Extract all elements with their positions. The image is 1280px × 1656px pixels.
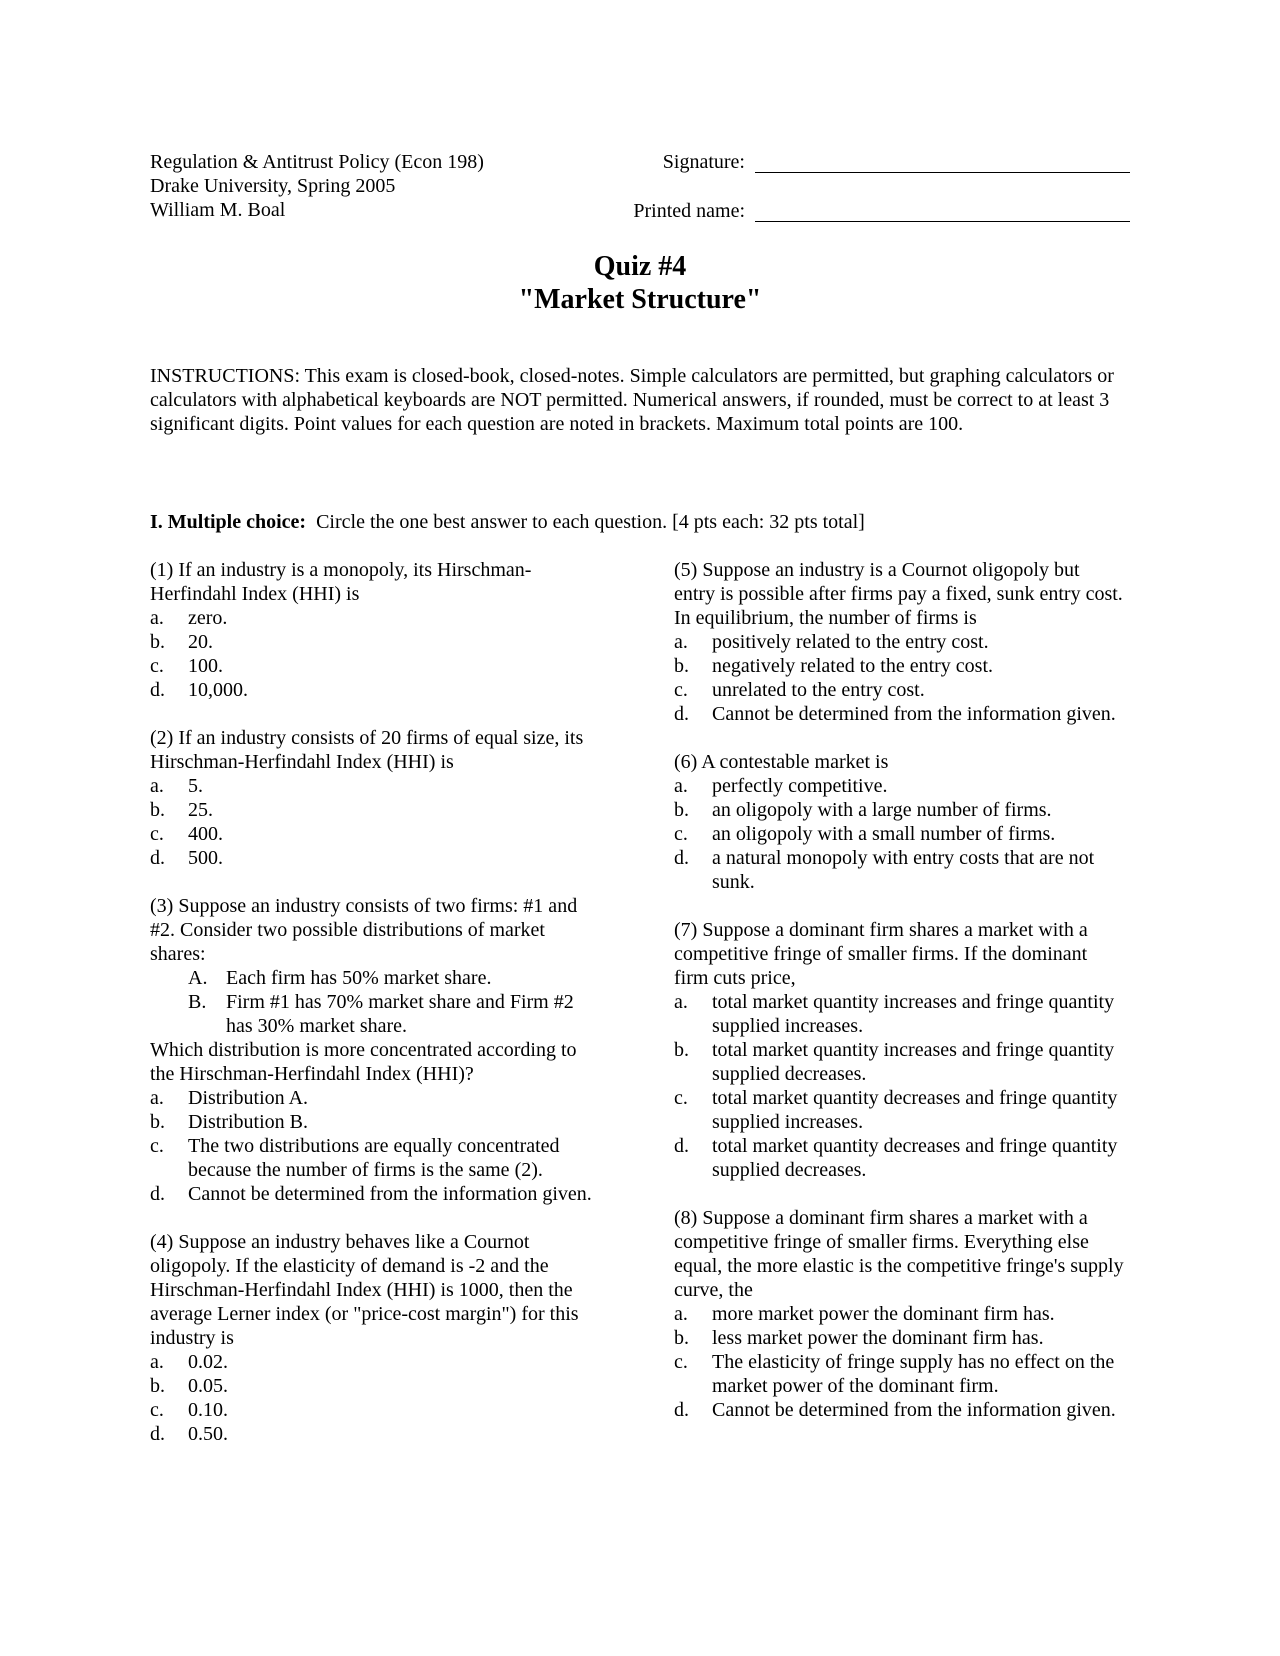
option-letter: d. xyxy=(150,1423,165,1445)
answer-option[interactable] xyxy=(674,1302,1124,1326)
answer-option[interactable] xyxy=(674,678,1124,702)
option-letter: c. xyxy=(150,655,164,677)
question-stem: (1) If an industry is a monopoly, its Hirschman-Herfindahl Index (HHI) is xyxy=(150,559,532,605)
option-text: a natural monopoly with entry costs that are not sunk. xyxy=(712,847,1095,893)
section-title: I. Multiple choice: xyxy=(150,511,307,533)
option-letter: b. xyxy=(150,631,165,653)
question-2 xyxy=(150,726,605,870)
question-7 xyxy=(674,918,1124,1182)
option-text: less market power the dominant firm has. xyxy=(712,1327,1044,1349)
option-text: The two distributions are equally concentrated because the number of firms is the same (2). xyxy=(188,1135,560,1181)
question-1 xyxy=(150,558,605,702)
option-letter: a. xyxy=(674,1303,688,1325)
answer-option[interactable] xyxy=(674,702,1124,726)
option-text: unrelated to the entry cost. xyxy=(712,679,925,701)
answer-option[interactable] xyxy=(150,1422,605,1446)
course-header xyxy=(150,150,630,222)
option-text: The elasticity of fringe supply has no effect on the market power of the dominant firm. xyxy=(712,1351,1115,1397)
option-text: 10,000. xyxy=(188,679,248,701)
option-letter: c. xyxy=(674,679,688,701)
option-letter: d. xyxy=(674,1399,689,1421)
option-text: zero. xyxy=(188,607,228,629)
answer-option[interactable] xyxy=(674,846,1124,894)
answer-option[interactable] xyxy=(150,822,605,846)
option-letter: b. xyxy=(150,799,165,821)
option-text: 400. xyxy=(188,823,223,845)
option-letter: c. xyxy=(674,823,688,845)
question-stem: (7) Suppose a dominant firm shares a market with a competitive fringe of smaller firms. If the dominant firm cuts price, xyxy=(674,919,1088,989)
question-3 xyxy=(150,894,605,1206)
answer-option[interactable] xyxy=(674,798,1124,822)
questions-left-column xyxy=(150,558,605,1470)
option-letter: b. xyxy=(674,655,689,677)
answer-option[interactable] xyxy=(150,1374,605,1398)
option-letter: c. xyxy=(150,1135,164,1157)
signature-row xyxy=(560,150,1130,176)
option-letter: d. xyxy=(150,1183,165,1205)
option-letter: a. xyxy=(150,1351,164,1373)
section-text: Circle the one best answer to each question. [4 pts each: 32 pts total] xyxy=(316,511,865,533)
option-text: 100. xyxy=(188,655,223,677)
option-letter: a. xyxy=(150,775,164,797)
printed-name-label: Printed name: xyxy=(633,200,745,222)
option-text: total market quantity decreases and fringe quantity supplied decreases. xyxy=(712,1135,1118,1181)
answer-option[interactable] xyxy=(150,798,605,822)
answer-option[interactable] xyxy=(150,606,605,630)
answer-option[interactable] xyxy=(150,1350,605,1374)
option-letter: d. xyxy=(150,679,165,701)
option-letter: b. xyxy=(674,1039,689,1061)
option-text: perfectly competitive. xyxy=(712,775,888,797)
answer-option[interactable] xyxy=(674,1086,1124,1134)
option-text: Distribution B. xyxy=(188,1111,309,1133)
instructor-name: William M. Boal xyxy=(150,199,286,221)
option-text: 25. xyxy=(188,799,213,821)
question-stem: (2) If an industry consists of 20 firms of equal size, its Hirschman-Herfindahl Index (HHI) is xyxy=(150,727,584,773)
option-letter: a. xyxy=(674,991,688,1013)
answer-option[interactable] xyxy=(150,1134,605,1182)
option-text: 0.50. xyxy=(188,1423,228,1445)
option-text: 20. xyxy=(188,631,213,653)
answer-option[interactable] xyxy=(674,1326,1124,1350)
option-text: 0.02. xyxy=(188,1351,228,1373)
answer-option[interactable] xyxy=(674,630,1124,654)
section-heading xyxy=(150,510,1130,534)
option-letter: c. xyxy=(150,1399,164,1421)
option-letter: d. xyxy=(150,847,165,869)
signature-label: Signature: xyxy=(662,151,745,173)
option-letter: a. xyxy=(150,1087,164,1109)
option-letter: c. xyxy=(674,1087,688,1109)
quiz-title: Quiz #4 xyxy=(593,251,687,282)
distribution-text: Each firm has 50% market share. xyxy=(226,967,492,989)
option-text: total market quantity increases and fringe quantity supplied decreases. xyxy=(712,1039,1115,1085)
question-4 xyxy=(150,1230,605,1446)
answer-option[interactable] xyxy=(150,678,605,702)
option-letter: b. xyxy=(674,799,689,821)
answer-option[interactable] xyxy=(674,1398,1124,1422)
option-text: negatively related to the entry cost. xyxy=(712,655,994,677)
question-stem: (3) Suppose an industry consists of two firms: #1 and #2. Consider two possible distributions of market shares: xyxy=(150,895,578,965)
answer-option[interactable] xyxy=(150,1182,605,1206)
option-letter: d. xyxy=(674,1135,689,1157)
option-text: 5. xyxy=(188,775,203,797)
question-stem-continued: Which distribution is more concentrated according to the Hirschman-Herfindahl Index (HHI)? xyxy=(150,1039,577,1085)
option-text: Cannot be determined from the information given. xyxy=(712,1399,1116,1421)
option-letter: b. xyxy=(674,1327,689,1349)
option-text: an oligopoly with a large number of firms. xyxy=(712,799,1052,821)
answer-option[interactable] xyxy=(674,822,1124,846)
answer-option[interactable] xyxy=(150,1398,605,1422)
distribution-letter: A. xyxy=(188,967,208,989)
option-text: Cannot be determined from the information given. xyxy=(188,1183,592,1205)
instructions: INSTRUCTIONS: This exam is closed-book, closed-notes. Simple calculators are permitted, but graphing calculators or calculators with alphabetical keyboards are NOT permitted. Numerical answers, if rounded, must be correct to at least 3 significant digits. Point values for each question are noted in brackets. Maximum total points are 100. xyxy=(150,365,1114,435)
course-name: Regulation & Antitrust Policy (Econ 198) xyxy=(150,151,484,173)
answer-option[interactable] xyxy=(674,774,1124,798)
option-text: total market quantity decreases and fringe quantity supplied increases. xyxy=(712,1087,1118,1133)
option-letter: c. xyxy=(674,1351,688,1373)
quiz-subtitle: "Market Structure" xyxy=(518,284,762,315)
question-stem: (6) A contestable market is xyxy=(674,751,889,773)
question-5 xyxy=(674,558,1124,726)
option-text: an oligopoly with a small number of firms. xyxy=(712,823,1056,845)
option-text: total market quantity increases and fringe quantity supplied increases. xyxy=(712,991,1115,1037)
answer-option[interactable] xyxy=(674,990,1124,1038)
option-text: Distribution A. xyxy=(188,1087,309,1109)
distribution-letter: B. xyxy=(188,991,207,1013)
option-text: 500. xyxy=(188,847,223,869)
distribution-item xyxy=(150,966,605,990)
option-letter: b. xyxy=(150,1111,165,1133)
answer-option[interactable] xyxy=(150,774,605,798)
option-letter: a. xyxy=(674,775,688,797)
option-letter: a. xyxy=(674,631,688,653)
option-letter: a. xyxy=(150,607,164,629)
option-text: more market power the dominant firm has. xyxy=(712,1303,1055,1325)
answer-option[interactable] xyxy=(150,1110,605,1134)
distribution-item xyxy=(150,990,605,1038)
option-text: Cannot be determined from the information given. xyxy=(712,703,1116,725)
option-letter: c. xyxy=(150,823,164,845)
option-letter: d. xyxy=(674,703,689,725)
question-stem: (4) Suppose an industry behaves like a Cournot oligopoly. If the elasticity of demand is -2 and the Hirschman-Herfindahl Index (HHI) is 1000, then the average Lerner index (or "price-cost margin") for this industry is xyxy=(150,1231,579,1349)
question-6 xyxy=(674,750,1124,894)
answer-option[interactable] xyxy=(674,1038,1124,1086)
answer-option[interactable] xyxy=(674,1350,1124,1398)
question-stem: (8) Suppose a dominant firm shares a market with a competitive fringe of smaller firms. Everything else equal, the more elastic is the competitive fringe's supply curve, the xyxy=(674,1207,1124,1301)
option-letter: b. xyxy=(150,1375,165,1397)
distribution-text: Firm #1 has 70% market share and Firm #2 has 30% market share. xyxy=(226,991,574,1037)
answer-option[interactable] xyxy=(150,654,605,678)
printed-name-row xyxy=(560,199,1130,225)
printed-name-line[interactable] xyxy=(755,221,1130,222)
option-text: 0.05. xyxy=(188,1375,228,1397)
option-text: positively related to the entry cost. xyxy=(712,631,989,653)
signature-line[interactable] xyxy=(755,172,1130,173)
answer-option[interactable] xyxy=(674,654,1124,678)
answer-option[interactable] xyxy=(150,630,605,654)
answer-option[interactable] xyxy=(150,846,605,870)
option-text: 0.10. xyxy=(188,1399,228,1421)
answer-option[interactable] xyxy=(674,1134,1124,1182)
school-term: Drake University, Spring 2005 xyxy=(150,175,396,197)
question-8 xyxy=(674,1206,1124,1422)
answer-option[interactable] xyxy=(150,1086,605,1110)
option-letter: d. xyxy=(674,847,689,869)
question-stem: (5) Suppose an industry is a Cournot oligopoly but entry is possible after firms pay a fixed, sunk entry cost. In equilibrium, the number of firms is xyxy=(674,559,1123,629)
questions-right-column xyxy=(674,558,1124,1446)
